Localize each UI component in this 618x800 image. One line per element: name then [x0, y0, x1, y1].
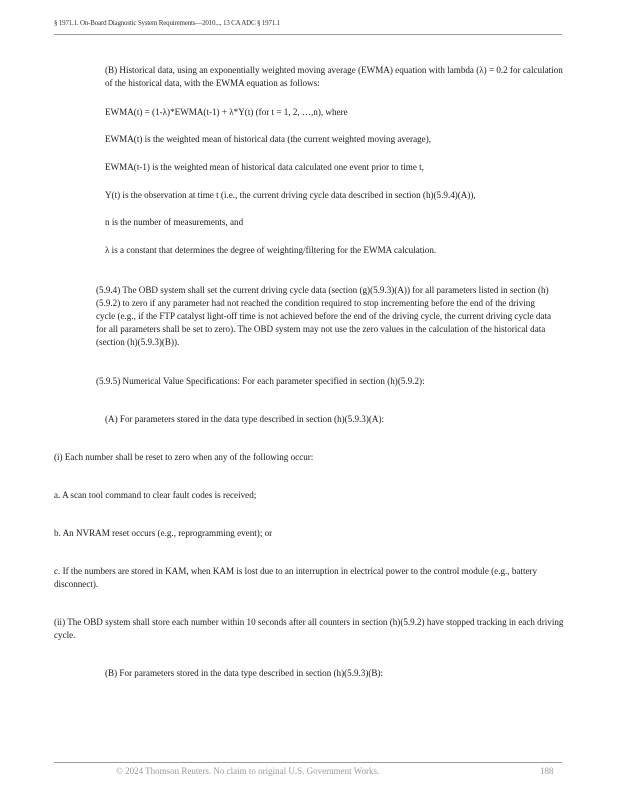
paragraph-ewma-t: EWMA(t) is the weighted mean of historical data (the current weighted moving average), [105, 134, 431, 144]
paragraph-i-c: c. If the numbers are stored in KAM, when KAM is lost due to an interruption in electrical power to the control module (e.g., battery disconnect). [54, 566, 538, 589]
running-header: § 1971.1. On-Board Diagnostic System Requirements—2010..., 13 CA ADC § 1971.1 [54, 19, 280, 27]
paragraph-ewma-t-1: EWMA(t-1) is the weighted mean of historical data calculated one event prior to time t, [105, 162, 424, 172]
paragraph-5-9-5: (5.9.5) Numerical Value Specifications: For each parameter specified in section (h)(5.9.2): [96, 376, 425, 386]
paragraph-i-a: a. A scan tool command to clear fault codes is received; [54, 490, 257, 500]
paragraph-lambda: λ is a constant that determines the degree of weighting/filtering for the EWMA calculation. [105, 245, 437, 255]
footer-page-number: 188 [540, 766, 554, 776]
footer-copyright: © 2024 Thomson Reuters. No claim to original U.S. Government Works. [116, 766, 380, 776]
footer-rule [54, 762, 562, 763]
paragraph-b-historical-data: (B) Historical data, using an exponentially weighted moving average (EWMA) equation with lambda (λ) = 0.2 for calculation of the historical data, with the EWMA equation as follows: [105, 65, 563, 88]
paragraph-ii-store: (ii) The OBD system shall store each number within 10 seconds after all counters in section (h)(5.9.2) have stopped tracking in each driving cycle. [54, 617, 564, 640]
paragraph-b-data-type: (B) For parameters stored in the data type described in section (h)(5.9.3)(B): [105, 668, 384, 678]
paragraph-y-t: Y(t) is the observation at time t (i.e., the current driving cycle data described in section (h)(5.9.4)(A)), [105, 190, 476, 200]
paragraph-ewma-equation: EWMA(t) = (1-λ)*EWMA(t-1) + λ*Y(t) (for t = 1, 2, …,n), where [105, 107, 348, 117]
paragraph-i-reset: (i) Each number shall be reset to zero when any of the following occur: [54, 452, 314, 462]
paragraph-5-9-4: (5.9.4) The OBD system shall set the current driving cycle data (section (g)(5.9.3)(A)) for all parameters listed in section (h)(5.9.2) to zero if any parameter had not reached the condition required to stop incrementing before the end of the driving cycle (e.g., if the FTP catalyst light-off time is not achieved before the end of the driving cycle, the current driving cycle data for all parameters shall be set to zero). The OBD system may not use the zero values in the calculation of the historical data (section (h)(5.9.3)(B)). [96, 285, 552, 347]
paragraph-n: n is the number of measurements, and [105, 217, 244, 227]
paragraph-a-data-type: (A) For parameters stored in the data type described in section (h)(5.9.3)(A): [105, 414, 385, 424]
header-rule [54, 34, 562, 35]
paragraph-i-b: b. An NVRAM reset occurs (e.g., reprogramming event); or [54, 528, 273, 538]
